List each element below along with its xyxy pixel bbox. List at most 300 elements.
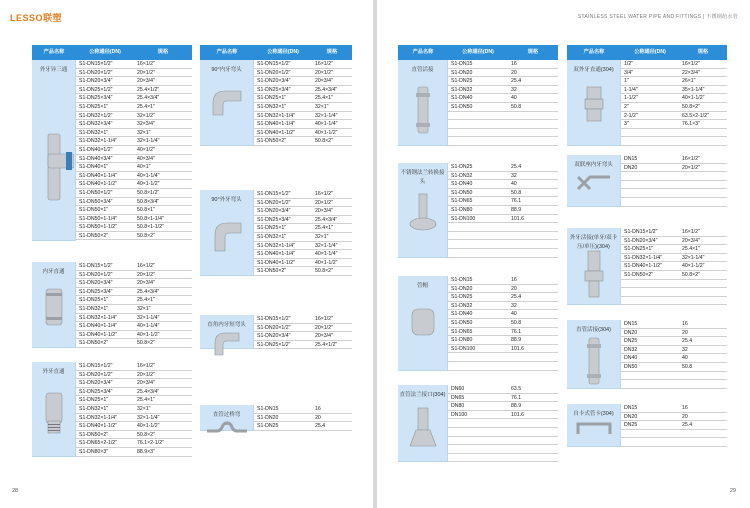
table-row xyxy=(76,448,192,457)
table-row xyxy=(621,372,727,381)
spec-cell xyxy=(679,430,727,438)
spec-cell: 16×1/2" xyxy=(682,156,700,162)
spec-cell: 20×3/4" xyxy=(137,280,155,287)
dn-cell: S1-DN20 xyxy=(451,285,473,292)
category-name: 直角内牙短弯头 xyxy=(207,322,246,328)
table-row xyxy=(621,363,727,372)
dn-cell: S1-DN15 xyxy=(257,406,279,412)
page-number-right: 29 xyxy=(729,488,736,494)
dn-cell: S1-DN40×1-1/2" xyxy=(257,129,296,136)
spec-cell: 32 xyxy=(511,172,517,179)
table-row xyxy=(254,267,352,276)
table-row xyxy=(76,362,192,371)
spec-cell: 25.4 xyxy=(315,423,326,430)
table-row xyxy=(621,254,727,263)
spec-cell: 32 xyxy=(511,86,517,93)
spec-cell: 20 xyxy=(682,329,688,336)
table-row xyxy=(76,431,192,440)
spec-cell: 76.1 xyxy=(511,328,522,335)
category-name: 不锈钢法兰转换接头 xyxy=(400,170,445,185)
table-row xyxy=(76,77,192,86)
dn-cell: S1-DN15×1/2" xyxy=(624,229,658,235)
table-row xyxy=(621,172,727,181)
table-row xyxy=(621,228,727,237)
header-spec: 规格 xyxy=(697,49,709,56)
spec-cell: 25.4×1" xyxy=(137,297,155,304)
spec-cell: 16×1/2" xyxy=(315,316,333,322)
dn-cell: DN25 xyxy=(624,338,638,345)
spec-cell xyxy=(679,172,727,180)
product-image xyxy=(579,85,609,129)
dn-cell xyxy=(448,223,508,231)
table-row xyxy=(621,380,727,389)
product-image xyxy=(584,336,604,390)
dn-cell: S1-DN25 xyxy=(257,423,279,430)
table-row xyxy=(76,322,192,331)
spec-cell: 20×1/2" xyxy=(137,69,155,76)
spec-cell: 101.6 xyxy=(511,411,524,418)
dn-cell: S1-DN50×1/2" xyxy=(79,189,113,196)
dn-cell: DN100 xyxy=(451,411,468,418)
dn-cell: S1-DN20×1/2" xyxy=(79,371,113,378)
table-row xyxy=(448,302,558,311)
spec-cell xyxy=(679,189,727,197)
spec-cell xyxy=(508,353,558,361)
table-row xyxy=(254,112,352,121)
spec-cell: 32×1" xyxy=(315,233,329,240)
dn-cell xyxy=(448,445,508,453)
table-row xyxy=(448,223,558,232)
table-row xyxy=(448,419,558,428)
category-name: 直管活接 xyxy=(411,67,434,73)
category-name: 直管活接(304) xyxy=(576,327,611,333)
table-row xyxy=(621,112,727,121)
dn-cell: DN50 xyxy=(624,363,638,370)
spec-cell: 88.9 xyxy=(511,337,522,344)
product-table-fstraight xyxy=(32,262,192,348)
product-image xyxy=(413,85,433,139)
spec-cell: 50.8×2" xyxy=(315,268,333,275)
spec-cell xyxy=(679,280,727,288)
product-table-crossover xyxy=(200,405,352,431)
spec-cell: 40×1-1/2" xyxy=(315,129,338,136)
table-row xyxy=(448,112,558,121)
dn-cell: 3/4" xyxy=(624,69,634,76)
table-row xyxy=(621,245,727,254)
dn-cell: S1-DN25 xyxy=(451,294,473,301)
dn-cell: S1-DN50×2" xyxy=(79,340,109,347)
table-row xyxy=(448,120,558,129)
product-image xyxy=(42,391,66,439)
spec-cell: 50.8×1" xyxy=(137,207,155,214)
spec-cell: 32×1" xyxy=(137,129,151,136)
header-dn: 公称通径(DN) xyxy=(634,49,666,56)
category-name: 90°内牙弯头 xyxy=(211,67,242,73)
category-cell xyxy=(200,405,254,431)
product-table-tee xyxy=(32,45,192,241)
table-row xyxy=(448,437,558,446)
table-row xyxy=(448,60,558,69)
dn-cell: S1-DN32×1" xyxy=(257,233,287,240)
table-row xyxy=(254,422,352,431)
dn-cell: S1-DN32×1" xyxy=(79,405,109,412)
table-row xyxy=(448,129,558,138)
dn-cell xyxy=(448,249,508,257)
dn-cell: S1-DN25×1" xyxy=(257,225,287,232)
spec-cell: 16×1/2" xyxy=(682,229,700,235)
spec-cell: 50.8×2" xyxy=(137,340,155,347)
table-row xyxy=(76,94,192,103)
dn-cell: S1-DN32×1/2" xyxy=(79,112,113,119)
category-cell xyxy=(398,163,448,258)
dn-cell: DN65 xyxy=(451,394,465,401)
spec-cell: 63.5 xyxy=(511,386,522,392)
product-table-dbelbow xyxy=(567,155,727,207)
spec-cell: 20×1/2" xyxy=(137,271,155,278)
dn-cell: S1-DN25×3/4" xyxy=(79,288,113,295)
dn-cell: 2" xyxy=(624,103,629,110)
table-row xyxy=(448,180,558,189)
product-image xyxy=(34,132,74,206)
table-row xyxy=(621,155,727,164)
table-row xyxy=(76,155,192,164)
dn-cell: S1-DN15×1/2" xyxy=(79,61,113,67)
dn-cell: S1-DN50×1-1/4" xyxy=(79,215,118,222)
category-cell xyxy=(32,262,76,348)
spec-cell: 32×1-1/4" xyxy=(137,138,160,145)
table-row xyxy=(448,336,558,345)
header-product-name: 产品名称 xyxy=(43,49,65,56)
table-row xyxy=(76,271,192,280)
table-row xyxy=(76,112,192,121)
table-row xyxy=(621,77,727,86)
table-row xyxy=(76,422,192,431)
table-row xyxy=(254,242,352,251)
dn-cell xyxy=(621,129,679,137)
dn-cell: S1-DN25×1" xyxy=(79,397,109,404)
spec-cell xyxy=(508,223,558,231)
dn-cell: DN40 xyxy=(624,355,638,362)
table-row xyxy=(76,60,192,69)
spec-cell: 40×1" xyxy=(137,164,151,171)
spec-cell: 50.8×2" xyxy=(682,103,700,110)
dn-cell: S1-DN40×1-1/2" xyxy=(79,331,118,338)
spec-cell: 25.4×1" xyxy=(682,246,700,253)
table-row xyxy=(621,237,727,246)
spec-cell: 20×1/2" xyxy=(315,324,333,331)
table-row xyxy=(621,346,727,355)
dn-cell xyxy=(621,198,679,206)
table-row xyxy=(621,329,727,338)
spec-cell: 40×1-1/2" xyxy=(137,331,160,338)
product-image xyxy=(408,192,438,236)
spec-cell: 25.4 xyxy=(682,422,693,429)
dn-cell xyxy=(621,181,679,189)
table-row xyxy=(76,339,192,348)
dn-cell: S1-DN65 xyxy=(451,328,473,335)
spec-cell xyxy=(679,380,727,388)
dn-cell: S1-DN32×1" xyxy=(257,103,287,110)
spec-cell: 40×1-1/4" xyxy=(315,121,338,128)
spec-cell: 32×1-1/4" xyxy=(137,414,160,421)
product-table-felbow xyxy=(200,45,352,146)
dn-cell: S1-DN50×2" xyxy=(624,271,654,278)
spec-cell: 25.4 xyxy=(682,338,693,345)
table-row xyxy=(448,172,558,181)
dn-cell: S1-DN40×1-1/4" xyxy=(79,172,118,179)
spec-cell: 40×1-1/2" xyxy=(682,263,705,270)
table-row xyxy=(76,215,192,224)
spec-cell: 20×3/4" xyxy=(315,208,333,215)
table-row xyxy=(76,379,192,388)
spec-cell: 50.8 xyxy=(511,189,522,196)
category-name: 外牙直通 xyxy=(42,369,65,375)
table-row xyxy=(621,413,727,422)
table-row xyxy=(448,197,558,206)
table-row xyxy=(448,353,558,362)
table-row xyxy=(254,129,352,138)
table-row xyxy=(621,354,727,363)
spec-cell: 50.8×2" xyxy=(137,431,155,438)
dn-cell: S1-DN25 xyxy=(451,78,473,85)
spec-cell: 16×1/2" xyxy=(137,61,155,67)
category-cell xyxy=(32,362,76,457)
spec-cell: 20 xyxy=(511,285,517,292)
category-cell xyxy=(200,190,254,276)
dn-cell: DN60 xyxy=(451,386,465,392)
table-row xyxy=(621,320,727,329)
dn-cell: S1-DN80 xyxy=(451,206,473,213)
dn-cell: S1-DN80×3" xyxy=(79,448,109,455)
spec-cell: 25.4×3/4" xyxy=(137,95,160,102)
product-table-selfclamp xyxy=(567,404,727,447)
table-row xyxy=(254,207,352,216)
dn-cell: S1-DN20×1/2" xyxy=(257,199,291,206)
spec-cell: 32 xyxy=(682,346,688,353)
dn-cell: S1-DN20×3/4" xyxy=(257,78,291,85)
dn-cell: S1-DN20 xyxy=(451,69,473,76)
table-row xyxy=(76,305,192,314)
table-row xyxy=(448,215,558,224)
spec-cell: 25.4 xyxy=(511,78,522,85)
dn-cell: 2-1/2" xyxy=(624,112,638,119)
table-row xyxy=(621,288,727,297)
table-row xyxy=(448,293,558,302)
table-row xyxy=(621,86,727,95)
spec-cell: 20×3/4" xyxy=(137,78,155,85)
dn-cell: S1-DN20×3/4" xyxy=(79,280,113,287)
table-row xyxy=(448,69,558,78)
product-image xyxy=(408,305,438,343)
spec-cell xyxy=(508,445,558,453)
dn-cell: S1-DN25×1" xyxy=(79,103,109,110)
dn-cell: DN20 xyxy=(624,164,638,171)
dn-cell xyxy=(621,297,679,305)
spec-cell xyxy=(508,419,558,427)
spec-cell: 40 xyxy=(511,181,517,188)
dn-cell xyxy=(448,112,508,120)
spec-cell: 76.1 xyxy=(511,394,522,401)
dn-cell: S1-DN15×1/2" xyxy=(257,191,291,197)
dn-cell: S1-DN32×1-1/4" xyxy=(257,112,296,119)
dn-cell: S1-DN40 xyxy=(451,181,473,188)
spec-cell xyxy=(679,129,727,137)
dn-cell: S1-DN32×3/4" xyxy=(79,121,113,128)
dn-cell: S1-DN65×2-1/2" xyxy=(79,440,118,447)
dn-cell: S1-DN20×3/4" xyxy=(79,380,113,387)
spec-cell xyxy=(508,249,558,257)
product-table-mstraight xyxy=(32,362,192,457)
dn-cell: S1-DN80 xyxy=(451,337,473,344)
table-row xyxy=(621,337,727,346)
table-row xyxy=(448,454,558,463)
spec-cell xyxy=(508,120,558,128)
product-image xyxy=(574,418,614,442)
table-row xyxy=(76,189,192,198)
table-row xyxy=(254,120,352,129)
table-row xyxy=(76,172,192,181)
table-row xyxy=(448,394,558,403)
spec-cell: 40×1/2" xyxy=(137,146,155,153)
spec-cell: 40 xyxy=(511,311,517,318)
category-name: 90°外牙弯头 xyxy=(211,197,242,203)
table-row xyxy=(76,137,192,146)
spec-cell: 32×1-1/4" xyxy=(315,112,338,119)
table-row xyxy=(76,163,192,172)
dn-cell: S1-DN20×3/4" xyxy=(79,78,113,85)
spec-cell: 25.4×1" xyxy=(137,103,155,110)
spec-cell: 25.4×3/4" xyxy=(315,86,338,93)
dn-cell: S1-DN50 xyxy=(451,319,473,326)
table-row xyxy=(621,438,727,447)
dn-cell: S1-DN32×1-1/4" xyxy=(79,314,118,321)
dn-cell: S1-DN15×1/2" xyxy=(79,363,113,369)
table-row xyxy=(76,439,192,448)
table-row xyxy=(448,285,558,294)
dn-cell: S1-DN32×1-1/4" xyxy=(624,254,663,261)
spec-cell: 50.8×1/2" xyxy=(137,189,160,196)
table-row xyxy=(448,232,558,241)
spec-cell: 50.8×1-1/4" xyxy=(137,215,164,222)
spec-cell: 16×1/2" xyxy=(315,61,333,67)
spec-cell: 40×1-1/4" xyxy=(137,323,160,330)
dn-cell: S1-DN40×1-1/4" xyxy=(79,323,118,330)
spec-cell xyxy=(508,454,558,462)
spec-cell: 40×1-1/2" xyxy=(137,181,160,188)
spec-cell: 20×3/4" xyxy=(682,237,700,244)
table-row xyxy=(448,319,558,328)
category-name: 自卡式管卡(304) xyxy=(573,411,614,417)
spec-cell: 76.1×3" xyxy=(682,121,700,128)
header-spec: 规格 xyxy=(527,49,539,56)
category-cell xyxy=(200,60,254,146)
table-row xyxy=(254,315,352,324)
table-row xyxy=(254,60,352,69)
table-row xyxy=(448,428,558,437)
table-row xyxy=(448,77,558,86)
spec-cell: 25.4×1" xyxy=(137,397,155,404)
spec-cell: 20×3/4" xyxy=(315,333,333,340)
table-row xyxy=(448,362,558,371)
spec-cell xyxy=(508,428,558,436)
dn-cell: S1-DN20 xyxy=(257,414,279,421)
dn-cell: S1-DN32 xyxy=(451,302,473,309)
spec-cell: 50.8 xyxy=(511,103,522,110)
table-row xyxy=(621,103,727,112)
spec-cell: 50.8 xyxy=(682,363,693,370)
table-row xyxy=(254,224,352,233)
dn-cell xyxy=(448,353,508,361)
table-row xyxy=(621,129,727,138)
header-product-name: 产品名称 xyxy=(412,49,434,56)
dn-cell: S1-DN50×1-1/2" xyxy=(79,224,118,231)
table-row xyxy=(448,385,558,394)
table-row xyxy=(76,180,192,189)
category-name: 双联座内牙弯头 xyxy=(574,162,613,168)
dn-cell xyxy=(621,137,679,145)
spec-cell: 25.4 xyxy=(511,294,522,301)
spec-cell: 16 xyxy=(511,277,517,283)
spec-cell: 20×3/4" xyxy=(315,78,333,85)
table-row xyxy=(76,279,192,288)
dn-cell: S1-DN25×1" xyxy=(79,297,109,304)
spec-cell: 16 xyxy=(511,61,517,67)
category-cell xyxy=(567,404,621,447)
dn-cell: S1-DN40×3/4" xyxy=(79,155,113,162)
dn-cell: S1-DN40×1-1/2" xyxy=(624,263,663,270)
category-cell xyxy=(398,60,448,146)
table-row xyxy=(254,86,352,95)
table-row xyxy=(76,405,192,414)
table-row xyxy=(76,223,192,232)
dn-cell xyxy=(448,232,508,240)
table-row xyxy=(448,310,558,319)
spec-cell: 32×1" xyxy=(137,305,151,312)
product-image xyxy=(209,329,245,363)
product-table-melbow xyxy=(200,190,352,276)
spec-cell: 32×3/4" xyxy=(137,121,155,128)
category-name: 内牙直通 xyxy=(42,269,65,275)
dn-cell: S1-DN32×1-1/4" xyxy=(79,138,118,145)
dn-cell: S1-DN25×3/4" xyxy=(257,86,291,93)
spec-cell: 16×1/2" xyxy=(137,363,155,369)
table-row xyxy=(448,240,558,249)
dn-cell xyxy=(621,438,679,446)
dn-cell xyxy=(448,454,508,462)
spec-cell: 16 xyxy=(682,405,688,411)
product-image xyxy=(582,249,606,303)
spec-cell: 88.9 xyxy=(511,403,522,410)
spec-cell xyxy=(508,129,558,137)
dn-cell: DN25 xyxy=(624,422,638,429)
category-name: 直管过桥弯 xyxy=(212,412,241,418)
spec-cell: 25.4×3/4" xyxy=(137,388,160,395)
spec-cell xyxy=(508,137,558,145)
table-row xyxy=(254,341,352,350)
spec-cell: 22×3/4" xyxy=(682,69,700,76)
product-table-straight304 xyxy=(567,320,727,389)
dn-cell xyxy=(621,430,679,438)
dn-cell: DN15 xyxy=(624,405,638,411)
spec-cell: 88.9×3" xyxy=(137,448,155,455)
dn-cell: S1-DN15×1/2" xyxy=(257,316,291,322)
table-row xyxy=(448,163,558,172)
table-row xyxy=(254,94,352,103)
spec-cell: 76.1 xyxy=(511,198,522,205)
dn-cell: 3" xyxy=(624,121,629,128)
dn-cell: S1-DN50 xyxy=(451,189,473,196)
dn-cell: S1-DN15×1/2" xyxy=(257,61,291,67)
